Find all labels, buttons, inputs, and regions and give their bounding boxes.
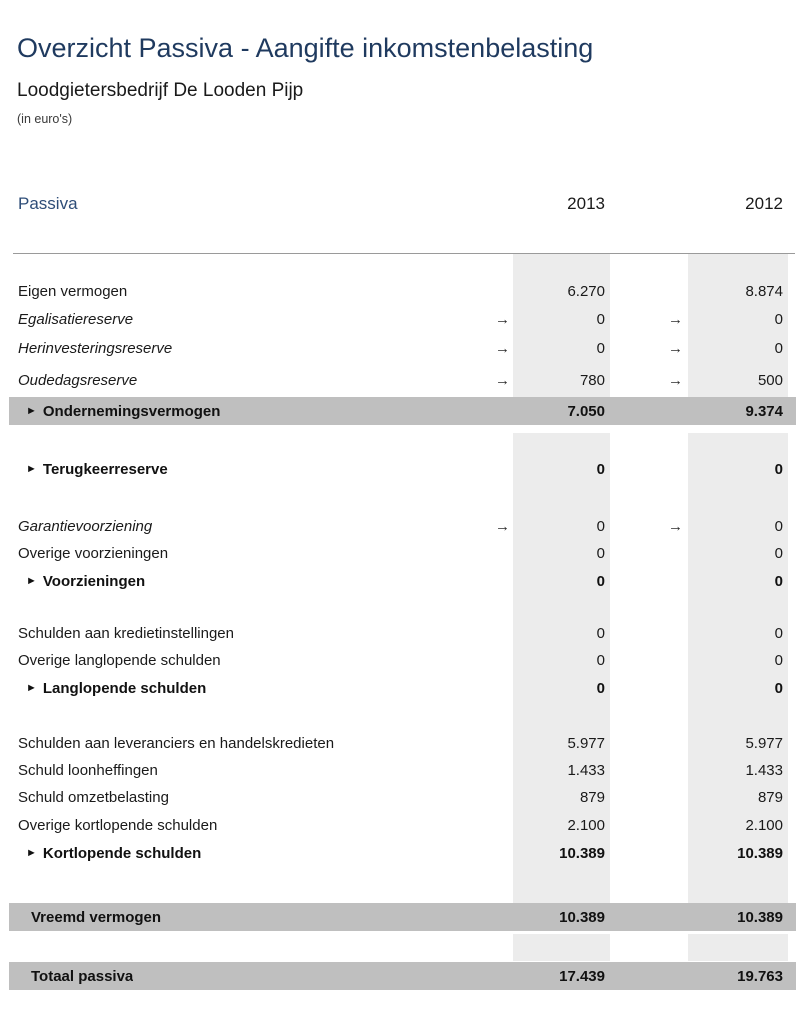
table-row [9, 674, 796, 702]
value-2013: 0 [596, 545, 605, 562]
passiva-table [9, 189, 796, 990]
value-2012: 19.763 [737, 967, 783, 985]
table-row [9, 757, 796, 784]
value-2012: 8.874 [745, 282, 783, 300]
value-2012: 0 [774, 311, 783, 328]
table-row [9, 784, 796, 811]
value-2013: 0 [596, 572, 605, 590]
value-2013: 0 [596, 679, 605, 697]
row-label: Langlopende schulden [42, 679, 207, 697]
row-label: Overige langlopende schulden [18, 652, 221, 669]
arrow-right-icon: → [668, 371, 683, 389]
arrow-right-icon: → [495, 311, 510, 328]
value-2012: 0 [774, 679, 783, 697]
row-label: Schuld loonheffingen [18, 762, 158, 779]
triangle-right-icon: ► [26, 462, 37, 475]
arrow-right-icon: → [668, 517, 683, 535]
value-2012: 0 [774, 545, 783, 562]
arrow-right-icon: → [495, 371, 510, 389]
value-2013: 10.389 [559, 845, 605, 862]
value-2012: 9.374 [745, 402, 783, 420]
column-header-passiva: Passiva [18, 194, 78, 213]
triangle-right-icon: ► [26, 847, 37, 859]
row-label: Kortlopende schulden [42, 845, 202, 862]
row-label: Eigen vermogen [18, 282, 128, 300]
value-2013: 2.100 [567, 816, 605, 834]
table-row [9, 903, 796, 931]
value-2012: 10.389 [737, 908, 783, 926]
value-2013: 0 [596, 311, 605, 328]
table-spacer-row [9, 425, 796, 433]
value-2012: 5.977 [745, 735, 783, 752]
value-2013: 0 [596, 625, 605, 642]
table-row [9, 962, 796, 990]
value-2012: 10.389 [737, 845, 783, 862]
triangle-right-icon: ► [26, 681, 37, 694]
value-2012: 2.100 [745, 816, 783, 834]
row-label: Herinvesteringsreserve [18, 340, 173, 357]
table-row [9, 277, 796, 305]
row-label: Voorzieningen [42, 572, 146, 590]
table-spacer-row [9, 702, 796, 730]
table-spacer-row [9, 934, 796, 961]
row-label: Totaal passiva [31, 967, 134, 985]
table-spacer-row [9, 595, 796, 620]
table-row [9, 730, 796, 757]
table-body [9, 254, 796, 990]
row-label: Schuld omzetbelasting [18, 789, 169, 806]
value-2013: 0 [596, 652, 605, 669]
unit-note: (in euro's) [17, 112, 73, 126]
row-label: Overige kortlopende schulden [18, 816, 218, 834]
table-row [9, 839, 796, 868]
value-2013: 5.977 [567, 735, 605, 752]
table-spacer-row [9, 483, 796, 512]
value-2013: 7.050 [567, 402, 605, 420]
value-2012: 0 [774, 340, 783, 357]
table-row [9, 811, 796, 839]
row-label: Schulden aan leveranciers en handelskredieten [18, 735, 335, 752]
table-row [9, 305, 796, 334]
value-2013: 879 [579, 789, 605, 806]
row-label: Garantievoorziening [18, 517, 153, 535]
row-label: Terugkeerreserve [42, 460, 168, 478]
value-2012: 0 [774, 517, 783, 535]
table-row [9, 647, 796, 674]
value-2013: 780 [579, 371, 605, 389]
row-label: Egalisatiereserve [18, 311, 134, 328]
value-2012: 0 [774, 460, 783, 478]
row-label: Ondernemingsvermogen [42, 402, 221, 420]
value-2013: 0 [596, 460, 605, 478]
table-row [9, 567, 796, 595]
column-header-2012: 2012 [745, 194, 783, 213]
table-row [9, 540, 796, 567]
arrow-right-icon: → [668, 340, 683, 357]
company-name: Loodgietersbedrijf De Looden Pijp [17, 80, 304, 101]
value-2012: 879 [757, 789, 783, 806]
triangle-right-icon: ► [26, 404, 37, 417]
table-spacer-row [9, 868, 796, 903]
row-label: Vreemd vermogen [31, 908, 162, 926]
value-2013: 0 [596, 517, 605, 535]
arrow-right-icon: → [495, 517, 510, 535]
column-header-2013: 2013 [567, 194, 605, 213]
value-2012: 0 [774, 625, 783, 642]
triangle-right-icon: ► [26, 574, 37, 587]
value-2012: 0 [774, 652, 783, 669]
row-label: Overige voorzieningen [18, 545, 169, 562]
table-row [9, 334, 796, 363]
table-spacer-row [9, 433, 796, 455]
table-spacer-row [9, 254, 796, 277]
page-title: Overzicht Passiva - Aangifte inkomstenbelasting [17, 33, 594, 63]
value-2013: 17.439 [559, 967, 605, 985]
arrow-right-icon: → [668, 311, 683, 328]
value-2012: 1.433 [745, 762, 783, 779]
table-row [9, 620, 796, 647]
value-2013: 0 [596, 340, 605, 357]
value-2013: 6.270 [567, 282, 605, 300]
arrow-right-icon: → [495, 340, 510, 357]
table-header-row [9, 189, 796, 219]
value-2013: 10.389 [559, 908, 605, 926]
table-row [9, 363, 796, 397]
value-2012: 0 [774, 572, 783, 590]
row-label: Oudedagsreserve [18, 371, 138, 389]
row-label: Schulden aan kredietinstellingen [18, 625, 234, 642]
value-2013: 1.433 [567, 762, 605, 779]
value-2012: 500 [757, 371, 783, 389]
table-row [9, 512, 796, 540]
table-row [9, 397, 796, 425]
table-row [9, 455, 796, 483]
